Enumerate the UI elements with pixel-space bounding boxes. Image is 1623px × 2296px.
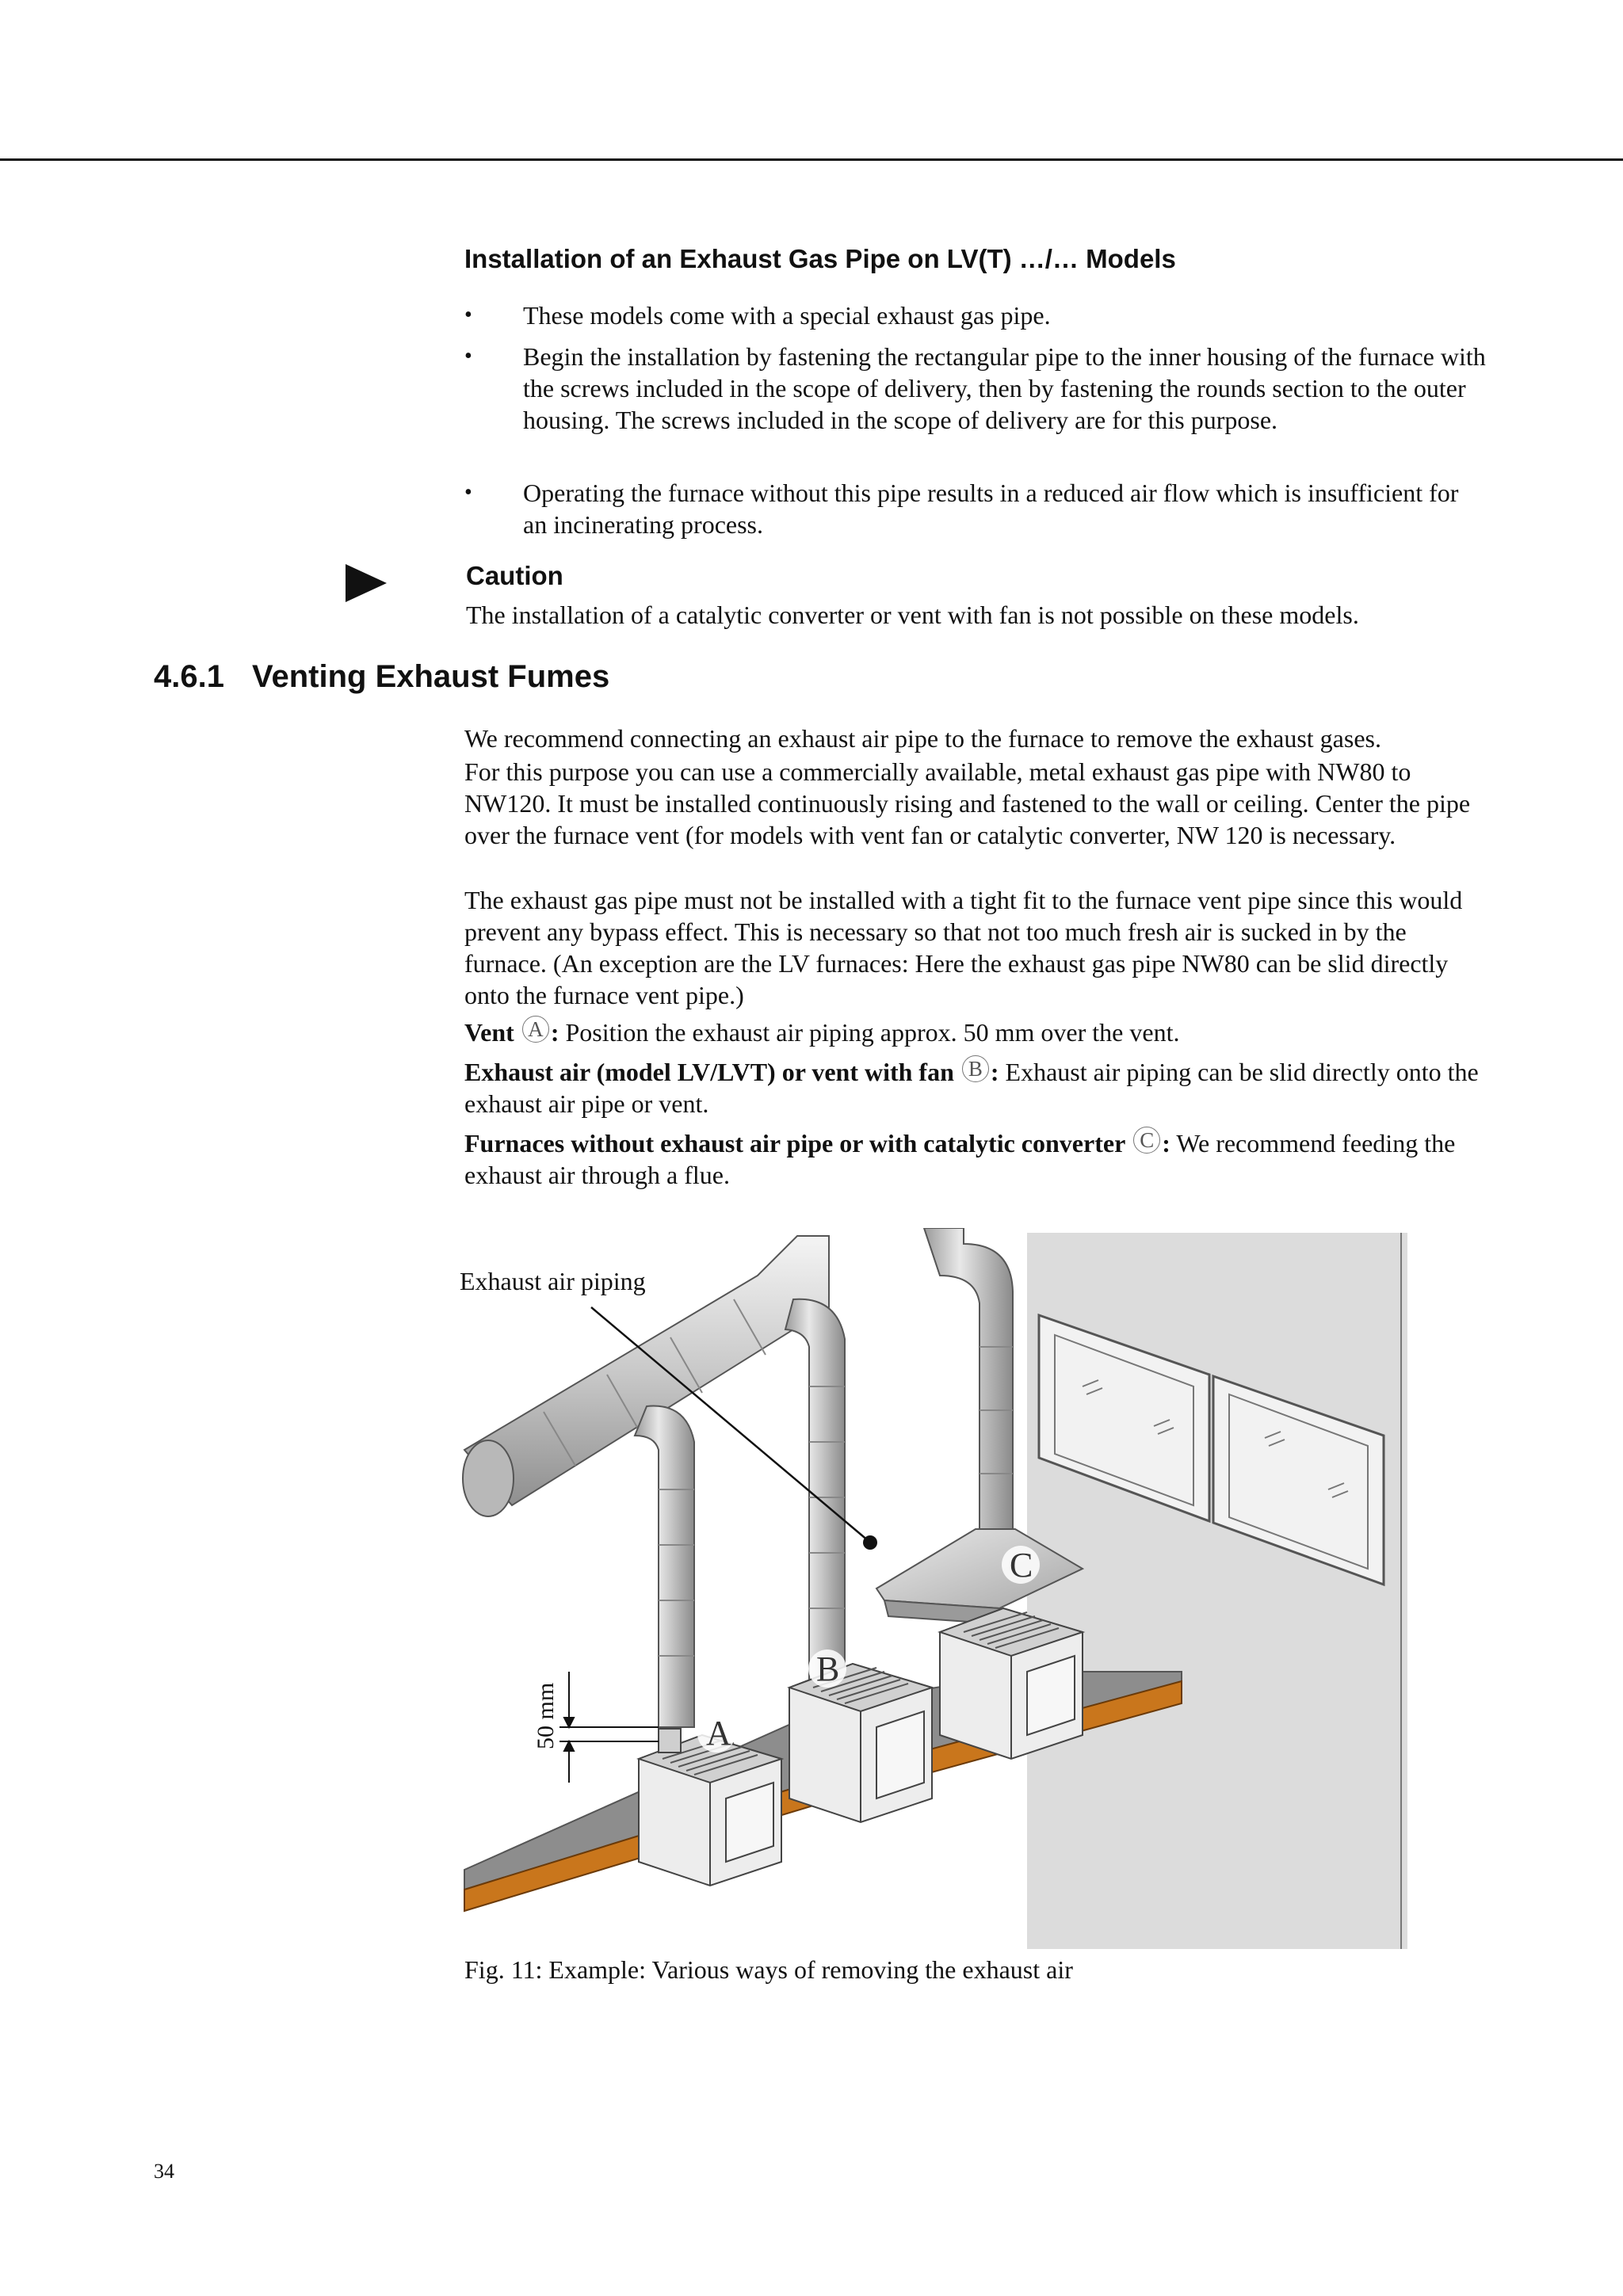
callout-dot (863, 1535, 877, 1550)
vent-text: Position the exhaust air piping approx. 50 mm over the vent. (565, 1018, 1180, 1047)
paragraph-vent (464, 1016, 1495, 1048)
paragraph-bypass: The exhaust gas pipe must not be installed with a tight fit to the furnace vent pipe since this would prevent any bypass effect. This is necessary so that not too much fresh air is sucked in by the furnace. (An exception are the LV furnaces: Here the exhaust gas pipe NW80 can be slid directly onto the furnace vent pipe.) (464, 886, 1463, 1009)
section-title: Installation of an Exhaust Gas Pipe on LV(T) …/… Models (464, 244, 1176, 273)
label-marker-a (697, 1714, 735, 1753)
colon: : (990, 1058, 999, 1086)
figure-caption: Fig. 11: Example: Various ways of removing the exhaust air (464, 1955, 1073, 1984)
marker-b: B (962, 1055, 989, 1082)
fan-text: Exhaust air piping can be slid directly onto the exhaust air pipe or vent. (464, 1058, 1479, 1118)
colon: : (550, 1018, 559, 1047)
chapter-heading (154, 659, 609, 695)
furnace-c (940, 1608, 1083, 1759)
chapter-title: Venting Exhaust Fumes (252, 659, 610, 694)
caution-arrow-icon (346, 564, 387, 602)
bullet-symbol: • (464, 344, 472, 368)
vent-label: Vent (464, 1018, 514, 1047)
cat-text: We recommend feeding the exhaust air through a flue. (464, 1129, 1456, 1189)
bullet-symbol: • (464, 480, 472, 505)
paragraph-pipe-spec: For this purpose you can use a commercially available, metal exhaust gas pipe with NW80 to NW120. It must be installed continuously rising and fastened to the wall or ceiling. Center the pipe over the furnace vent (for models with vent fan or catalytic converter, NW 120 is necessary. (464, 757, 1471, 849)
paragraph-fan (464, 1055, 1495, 1119)
callout-label: Exhaust air piping (460, 1267, 646, 1295)
fan-label: Exhaust air (model LV/LVT) or vent with fan (464, 1058, 954, 1086)
paragraph-intro: We recommend connecting an exhaust air pipe to the furnace to remove the exhaust gases. (464, 724, 1381, 753)
cat-label: Furnaces without exhaust air pipe or with catalytic converter (464, 1129, 1126, 1158)
caution-heading: Caution (466, 561, 563, 590)
marker-c: C (1133, 1127, 1160, 1154)
dimension-label: 50 mm (533, 1682, 559, 1749)
chapter-number: 4.6.1 (154, 659, 224, 694)
label-c: C (1010, 1546, 1033, 1585)
caution-text: The installation of a catalytic converter or vent with fan is not possible on these models. (466, 601, 1359, 629)
colon: : (1162, 1129, 1170, 1158)
header-rule (0, 158, 1623, 161)
label-b: B (816, 1650, 840, 1688)
label-a: A (706, 1714, 731, 1753)
marker-a: A (522, 1016, 549, 1043)
bullet-symbol: • (464, 303, 472, 327)
page-number: 34 (154, 2160, 174, 2183)
bullet-text: Begin the installation by fastening the rectangular pipe to the inner housing of the furnace with the screws included in the scope of delivery, then by fastening the rounds section to the outer housing. The screws included in the scope of delivery are for this purpose. (523, 342, 1486, 434)
bullet-text: Operating the furnace without this pipe results in a reduced air flow which is insufficient for an incinerating process. (523, 479, 1459, 539)
paragraph-catalytic (464, 1127, 1495, 1191)
bullet-text: These models come with a special exhaust gas pipe. (523, 301, 1051, 330)
furnace-b (789, 1664, 932, 1822)
exhaust-installation-figure (456, 1228, 1411, 1949)
